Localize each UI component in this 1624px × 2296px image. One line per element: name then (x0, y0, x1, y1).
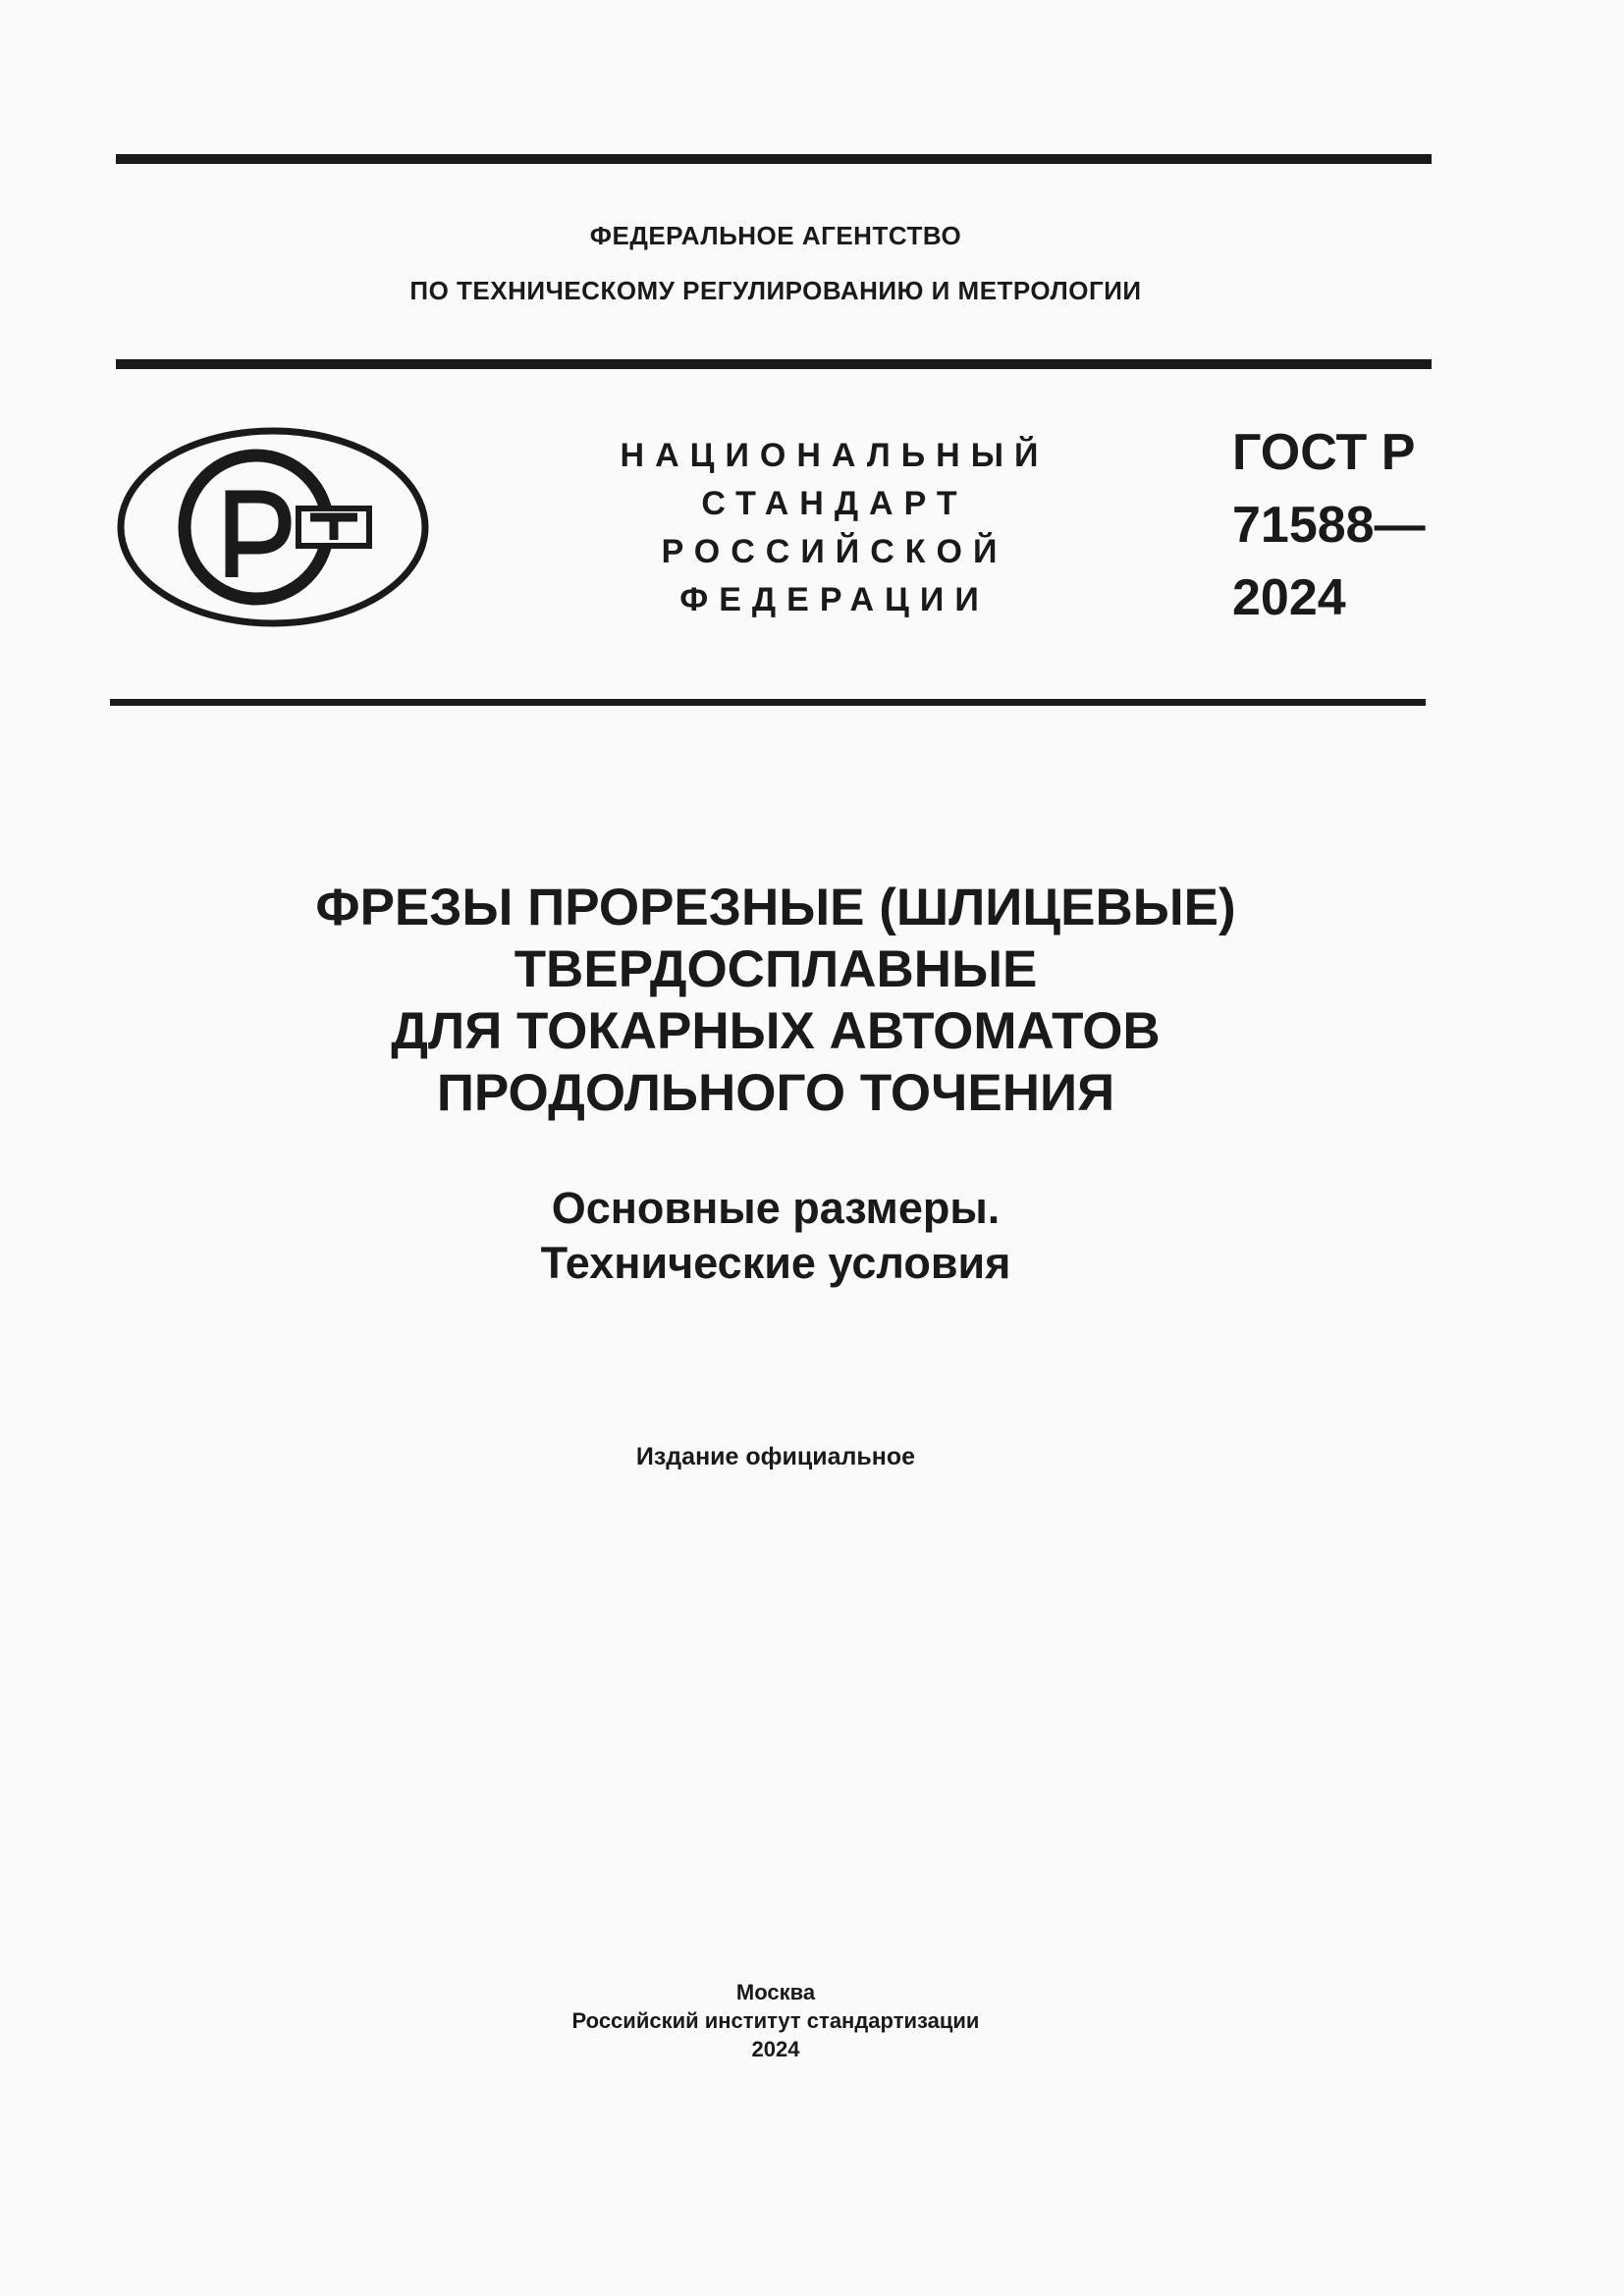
gost-line-1: ГОСТ Р (1232, 424, 1416, 481)
document-title (0, 877, 1551, 1124)
footer-city: Москва (735, 1980, 816, 2004)
national-standard-line: ФЕДЕРАЦИИ (679, 581, 990, 618)
agency-line-1: ФЕДЕРАЛЬНОЕ АГЕНТСТВО (589, 221, 962, 250)
title-line: ТВЕРДОСПЛАВНЫЕ (514, 940, 1038, 998)
agency-rule (116, 359, 1432, 369)
agency-line-2: ПО ТЕХНИЧЕСКОМУ РЕГУЛИРОВАНИЮ И МЕТРОЛОГИИ (409, 276, 1142, 305)
national-standard-line: СТАНДАРТ (701, 485, 968, 522)
rst-logo (116, 426, 430, 633)
title-line: ДЛЯ ТОКАРНЫХ АВТОМАТОВ (391, 1002, 1161, 1060)
footer-publisher: Российский институт стандартизации (571, 2008, 980, 2033)
header-bottom-rule (110, 699, 1426, 706)
title-line: ФРЕЗЫ ПРОРЕЗНЫЕ (ШЛИЦЕВЫЕ) (315, 879, 1236, 936)
subtitle-line: Технические условия (540, 1238, 1011, 1288)
national-standard-label (589, 432, 1080, 624)
national-standard-line: НАЦИОНАЛЬНЫЙ (620, 437, 1050, 474)
gost-designation (1232, 416, 1426, 634)
edition-label: Издание официальное (635, 1443, 916, 1470)
document-subtitle (0, 1181, 1551, 1291)
publication-info (0, 1978, 1551, 2063)
national-standard-line: РОССИЙСКОЙ (661, 533, 1008, 570)
top-rule (116, 154, 1432, 164)
title-line: ПРОДОЛЬНОГО ТОЧЕНИЯ (436, 1064, 1115, 1122)
gost-line-2: 71588— (1232, 497, 1426, 554)
footer-year: 2024 (751, 2037, 800, 2061)
gost-line-3: 2024 (1232, 569, 1346, 626)
subtitle-line: Основные размеры. (551, 1183, 1001, 1233)
